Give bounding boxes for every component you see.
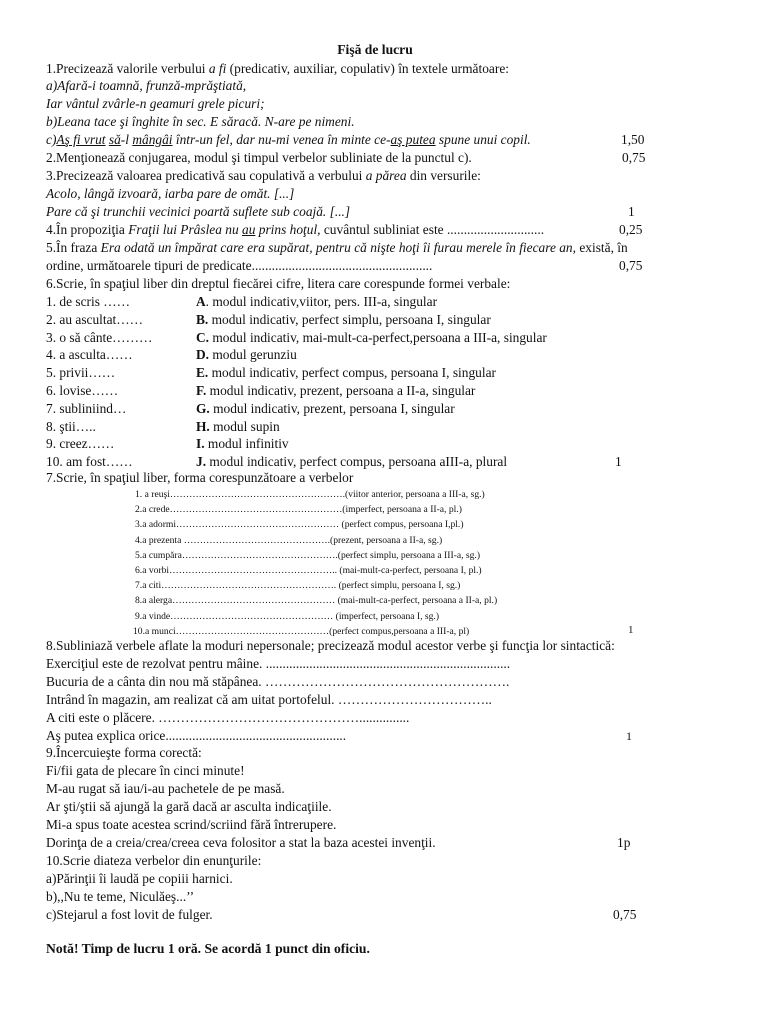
underlined-word: au bbox=[242, 222, 256, 237]
ex7-item: 7.a citi………………………………………………. (perfect simplu, persoana I, sg.) bbox=[135, 580, 461, 592]
ex6-letter: A bbox=[196, 294, 206, 309]
ex6-letter: D. bbox=[196, 347, 210, 363]
ex6-form-item bbox=[196, 294, 437, 310]
ex7-intro: 7.Scrie, în spaţiul liber, forma corespunzătoare a verbelor bbox=[46, 470, 354, 485]
ex6-verb-item: 2. au ascultat…… bbox=[46, 311, 144, 327]
ex5-text bbox=[46, 240, 628, 256]
ex6-letter: E. bbox=[196, 365, 209, 381]
ex8-sentence: A citi este o plăcere. ………………………………………............... bbox=[46, 710, 410, 725]
ex7-item: 10.a munci…………………………………………(perfect compus,persoana a III-a, pl) bbox=[133, 625, 470, 637]
ex1-intro bbox=[46, 61, 509, 77]
text-segment: cuvântul subliniat este ............................. bbox=[320, 222, 545, 237]
ex3-verb: a părea bbox=[365, 168, 407, 183]
ex8-sentence: Aş putea explica orice...................................................... bbox=[46, 728, 347, 743]
ex6-verb-item: 3. o să cânte……… bbox=[46, 329, 153, 345]
ex9-sentence: M-au rugat să iau/i-au pachetele de pe masă. bbox=[46, 781, 285, 796]
ex6-form-text: modul gerunziu bbox=[209, 347, 297, 363]
ex6-verb-item: 9. creez…… bbox=[46, 436, 115, 452]
ex9-sentence: Dorinţa de a creia/crea/creea ceva folositor a stat la baza acestei invenţii. bbox=[46, 835, 436, 850]
text-segment: Fraţii lui Prâslea nu bbox=[128, 222, 243, 237]
text-segment: -l bbox=[120, 132, 133, 147]
ex6-form-text: modul indicativ, prezent, persoana I, singular bbox=[209, 400, 455, 416]
text-segment: spune unui copil. bbox=[435, 132, 531, 147]
ex3-intro-text: 3.Precizează valoarea predicativă sau copulativă a verbului bbox=[46, 168, 366, 183]
text-segment: există, în bbox=[575, 240, 628, 255]
ex6-form-text: modul indicativ, perfect simplu, persoana I, singular bbox=[208, 311, 491, 327]
ex6-verb-item: 6. lovise…… bbox=[46, 383, 119, 398]
ex10-c: c)Stejarul a fost lovit de fulger. bbox=[46, 907, 213, 922]
ex2-text: 2.Menţionează conjugarea, modul şi timpul verbelor subliniate de la punctul c). bbox=[46, 150, 472, 165]
underlined-verb: aş putea bbox=[390, 132, 436, 147]
note: Notă! Timp de lucru 1 oră. Se acordă 1 punct din oficiu. bbox=[46, 941, 370, 956]
ex1-verb: a fi bbox=[208, 61, 227, 76]
ex6-form-item bbox=[196, 347, 297, 363]
text-segment: într-un fel, dar nu-mi venea în minte ce- bbox=[172, 132, 391, 147]
underlined-verb: Aş fi vrut bbox=[56, 132, 106, 147]
text-segment: prins hoţul, bbox=[255, 222, 321, 237]
text-segment: Era odată un împărat care era supărat, pentru că nişte hoţi îi furau merele în fiecare an, bbox=[100, 240, 576, 255]
ex6-letter: G. bbox=[196, 400, 210, 416]
ex3-points: 1 bbox=[628, 204, 635, 219]
ex1-text-a1: a)Afară-i toamnă, frunză-mprăştiată, bbox=[46, 78, 247, 93]
ex10-points: 0,75 bbox=[613, 907, 637, 922]
ex1-text-c bbox=[46, 132, 531, 148]
ex7-item: 8.a alerga…………………………………………… (mai-mult-ca-perfect, persoana a II-a, pl.) bbox=[135, 595, 498, 607]
ex6-form-text: modul indicativ, perfect compus, persoana I, singular bbox=[208, 365, 496, 381]
ex9-sentence: Ar şti/ştii să ajungă la gară dacă ar asculta indicaţiile. bbox=[46, 799, 332, 814]
ex3-verse-1: Acolo, lângă izvoară, iarba pare de omăt. [...] bbox=[46, 186, 295, 201]
ex6-form-item bbox=[196, 401, 455, 417]
ex3-intro-end: din versurile: bbox=[406, 168, 481, 183]
ex6-form-item bbox=[196, 454, 507, 470]
ex6-form-text: modul indicativ, mai-mult-ca-perfect,persoana a III-a, singular bbox=[209, 329, 547, 345]
ex6-form-item bbox=[196, 312, 491, 328]
ex6-form-item bbox=[196, 365, 496, 381]
ex10-b: b),,Nu te teme, Niculăeş...’’ bbox=[46, 889, 195, 904]
ex3-intro bbox=[46, 168, 481, 184]
ex7-points: 1 bbox=[628, 624, 634, 636]
text-segment: 4.În propoziţia bbox=[46, 222, 129, 237]
ex1-points: 1,50 bbox=[621, 132, 645, 147]
ex8-intro: 8.Subliniază verbele aflate la moduri nepersonale; precizează modul acestor verbe şi funcţia lor sintactică: bbox=[46, 638, 615, 653]
ex4-points: 0,25 bbox=[619, 222, 643, 237]
ex9-sentence: Fi/fii gata de plecare în cinci minute! bbox=[46, 763, 245, 778]
ex6-form-text: modul supin bbox=[209, 418, 280, 434]
ex9-points: 1p bbox=[617, 835, 631, 850]
ex7-item: 6.a vorbi…………………………………………….. (mai-mult-ca-perfect, persoana I, pl.) bbox=[135, 565, 482, 576]
ex6-letter: B. bbox=[196, 311, 209, 327]
ex1-text-a2: Iar vântul zvârle-n geamuri grele picuri; bbox=[46, 96, 265, 111]
ex6-form-item bbox=[196, 383, 475, 399]
ex1-intro-end: (predicativ, auxiliar, copulativ) în textele următoare: bbox=[226, 61, 509, 76]
ex6-points: 1 bbox=[615, 454, 622, 469]
underlined-verb: să bbox=[108, 132, 121, 147]
ex1-intro-text: 1.Precizează valorile verbului bbox=[46, 61, 209, 76]
ex10-a: a)Părinţii îi laudă pe copiii harnici. bbox=[46, 871, 233, 886]
ex6-form-item bbox=[196, 419, 280, 435]
ex6-letter: C. bbox=[196, 329, 210, 345]
ex6-verb-item: 8. ştii….. bbox=[46, 418, 96, 434]
ex9-intro: 9.Încercuieşte forma corectă: bbox=[46, 745, 202, 760]
ex6-form-text: modul infinitiv bbox=[204, 436, 289, 452]
ex9-sentence: Mi-a spus toate acestea scrind/scriind fără întrerupere. bbox=[46, 817, 337, 832]
ex8-sentence: Bucuria de a cânta din nou mă stăpânea. ………………………………………………. bbox=[46, 674, 510, 689]
ex6-letter: I. bbox=[196, 436, 205, 452]
ex6-form-text: modul indicativ, prezent, persoana a II-a, singular bbox=[206, 383, 476, 398]
ex7-item: 1. a reuşi……………………………………………….(viitor anterior, persoana a III-a, sg.) bbox=[135, 489, 485, 500]
ex5-text-2: ordine, următoarele tipuri de predicate...................................................... bbox=[46, 258, 433, 273]
ex6-verb-item: 5. privii…… bbox=[46, 365, 116, 381]
ex7-item: 2.a crede………………………………………………(imperfect, persoana a II-a, pl.) bbox=[135, 504, 462, 516]
ex6-form-item bbox=[196, 436, 289, 452]
ex6-verb-item: 10. am fost…… bbox=[46, 454, 133, 470]
ex4-text bbox=[46, 222, 544, 238]
ex6-letter: H. bbox=[196, 418, 210, 434]
ex8-points: 1 bbox=[626, 729, 632, 743]
ex7-item: 3.a adormi…………………………………………… (perfect compus, persoana I,pl.) bbox=[135, 519, 464, 531]
ex8-sentence: Exerciţiul este de rezolvat pentru mâine. ......................................................................... bbox=[46, 656, 511, 671]
ex6-form-text: . modul indicativ,viitor, pers. III-a, singular bbox=[205, 294, 438, 309]
page-title: Fişă de lucru bbox=[337, 42, 413, 57]
ex6-letter: F. bbox=[196, 383, 207, 398]
ex6-verb-item: 4. a asculta…… bbox=[46, 347, 133, 363]
ex6-letter: J. bbox=[196, 454, 207, 470]
text-segment: 5.În fraza bbox=[46, 240, 101, 255]
ex10-intro: 10.Scrie diateza verbelor din enunţurile: bbox=[46, 853, 262, 868]
ex7-item: 4.a prezenta ……………………………………….(prezent, persoana a II-a, sg.) bbox=[135, 534, 443, 546]
underlined-verb: mângâi bbox=[132, 132, 173, 147]
ex7-item: 9.a vinde…………………………………………… (imperfect, persoana I, sg.) bbox=[135, 610, 440, 622]
ex1-text-b: b)Leana tace şi înghite în sec. E săracă. N-are pe nimeni. bbox=[46, 114, 355, 129]
ex5-points: 0,75 bbox=[619, 258, 643, 273]
ex7-item: 5.a cumpăra………………………………………….(perfect simplu, persoana a III-a, sg.) bbox=[135, 549, 481, 561]
ex6-verb-item: 7. subliniind… bbox=[46, 400, 127, 416]
ex1-c-prefix: c) bbox=[46, 132, 57, 147]
ex8-sentence: Intrând în magazin, am realizat că am uitat portofelul. …………………………….. bbox=[46, 692, 492, 707]
ex3-verse-2: Pare că şi trunchii vecinici poartă suflete sub coajă. [...] bbox=[46, 204, 351, 219]
ex6-intro: 6.Scrie, în spaţiul liber din dreptul fiecărei cifre, litera care corespunde formei verbale: bbox=[46, 276, 511, 291]
ex6-form-item bbox=[196, 330, 547, 346]
ex6-verb-item: 1. de scris …… bbox=[46, 294, 131, 309]
ex2-points: 0,75 bbox=[622, 150, 646, 165]
ex6-form-text: modul indicativ, perfect compus, persoana aIII-a, plural bbox=[206, 454, 508, 470]
